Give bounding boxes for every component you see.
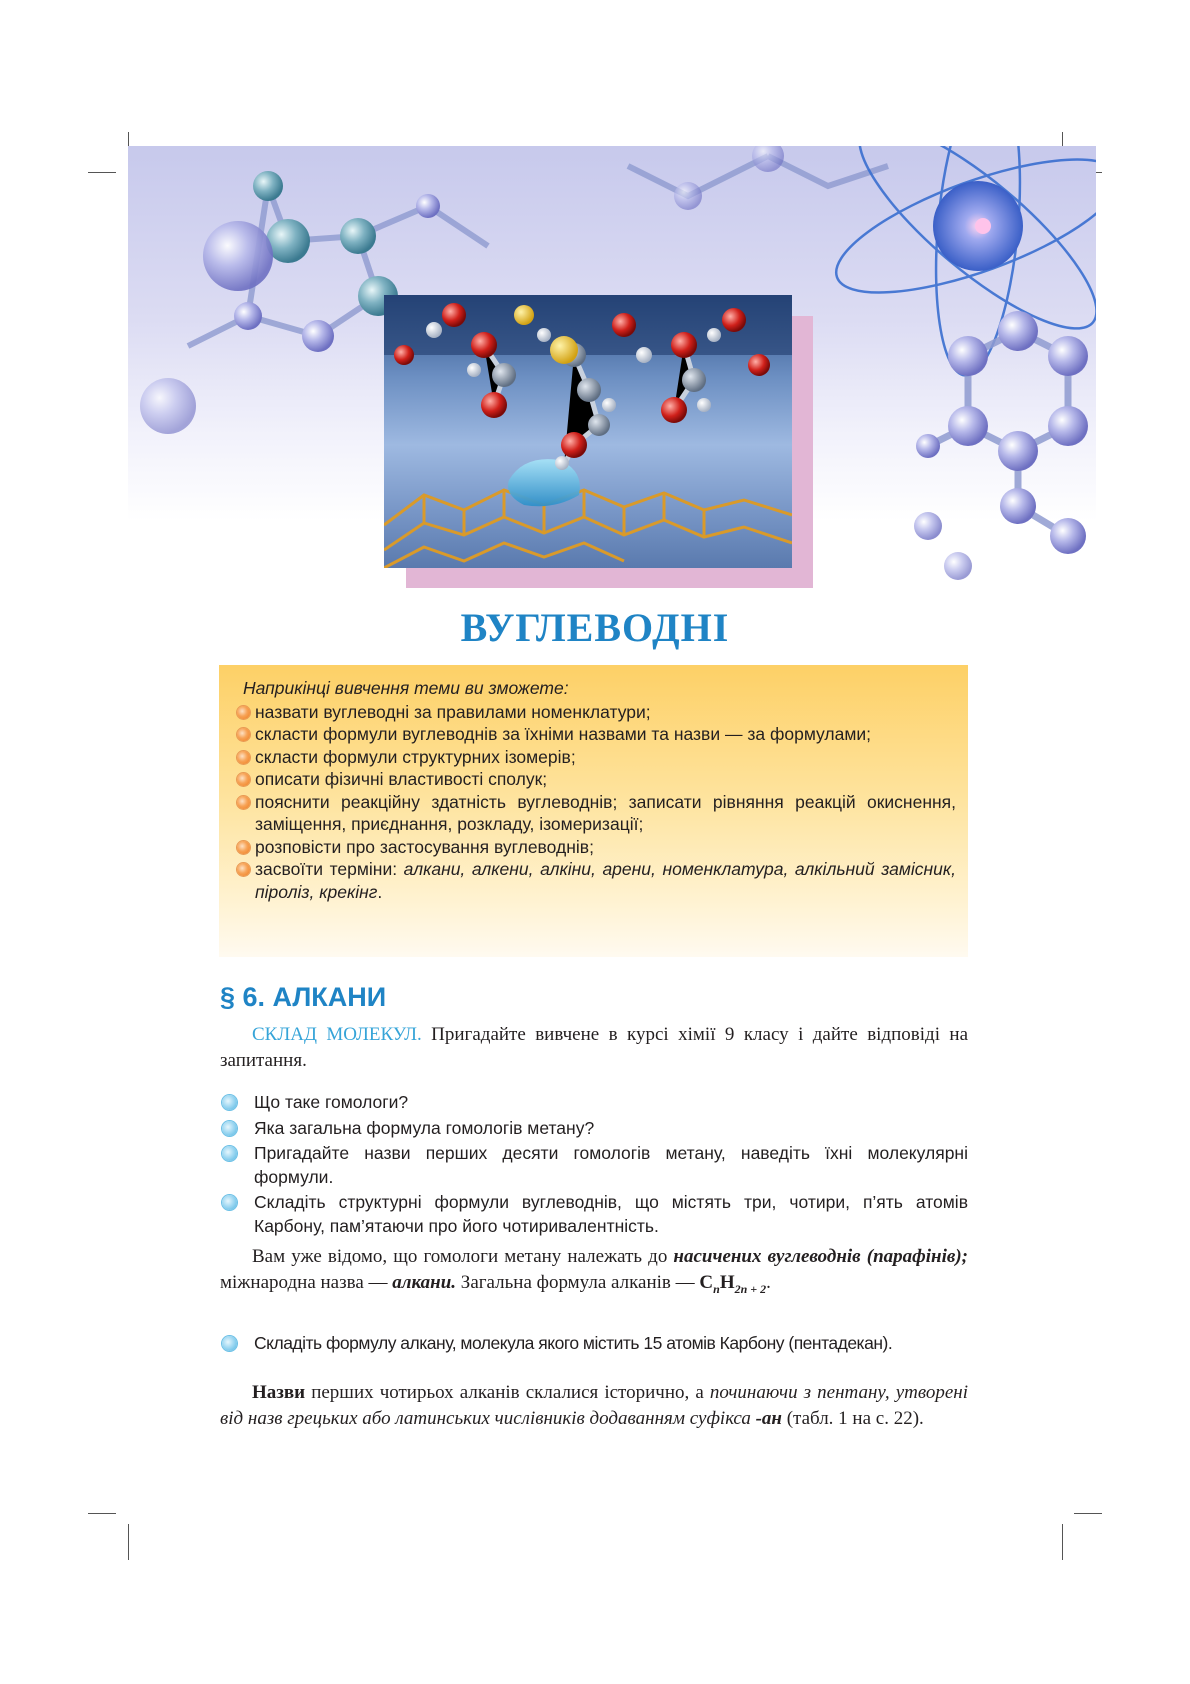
objective-item [231, 701, 956, 724]
question-text: Пригадайте назви перших десяти гомологів метану, наведіть їхні молекулярні формули. [254, 1143, 968, 1187]
orange-bullet-icon [237, 841, 250, 854]
objective-text: скласти формули структурних ізомерів; [255, 746, 576, 767]
objective-item [231, 746, 956, 769]
term-names: Назви [252, 1382, 306, 1403]
question-list [220, 1091, 968, 1240]
objective-item [231, 723, 956, 746]
question-item [220, 1091, 968, 1115]
question-text: Яка загальна формула гомологів метану? [254, 1117, 595, 1138]
objectives-intro: Наприкінці вивчення теми ви зможете: [243, 678, 569, 698]
blue-bullet-icon [222, 1195, 237, 1210]
molecular-photo [384, 295, 792, 568]
learning-objectives-box [219, 665, 968, 957]
crop-mark [1062, 1524, 1063, 1560]
question-item [220, 1332, 968, 1356]
objective-text: описати фізичні властивості сполук; [255, 769, 548, 789]
term-saturated-hydrocarbons: насичених вуглеводнів (парафінів); [673, 1246, 968, 1267]
orange-bullet-icon [237, 796, 250, 809]
objective-text-end: . [377, 881, 383, 902]
section-title: § 6. АЛКАНИ [220, 982, 387, 1012]
orange-bullet-icon [237, 863, 250, 876]
formula-n: n [713, 1281, 720, 1296]
objective-item [231, 791, 956, 836]
paragraph-heading: СКЛАД МОЛЕКУЛ. [252, 1024, 422, 1045]
blue-bullet-icon [222, 1336, 237, 1351]
text-run: перших чотирьох алканів склалися історично, а [305, 1382, 710, 1403]
objective-text: скласти формули вуглеводнів за їхніми назвами та назви — за формулами; [255, 724, 872, 744]
blue-bullet-icon [222, 1121, 237, 1136]
orange-bullet-icon [237, 728, 250, 741]
question-item [220, 1117, 968, 1141]
objective-item [231, 836, 956, 859]
question-item [220, 1142, 968, 1189]
orange-bullet-icon [237, 773, 250, 786]
formula-subscript: 2n + 2 [734, 1281, 767, 1296]
objective-item [231, 768, 956, 791]
text-run: . [766, 1272, 771, 1293]
question-text: Що таке гомологи? [254, 1092, 409, 1112]
paragraph-names [220, 1380, 968, 1432]
objective-text: назвати вуглеводні за правилами номенклатури; [255, 701, 651, 722]
text-run: Загальна формула алканів — [456, 1272, 700, 1293]
crop-mark [1074, 1513, 1102, 1514]
paragraph-alkanes-definition [220, 1244, 968, 1302]
general-formula [699, 1272, 767, 1296]
question-text: Складіть структурні формули вуглеводнів, що містять три, чотири, п’ять атомів Карбону, пам’ятаючи про його чотиривалентність. [254, 1192, 968, 1236]
paragraph-composition [220, 1022, 968, 1074]
formula-c: C [699, 1272, 714, 1293]
italic-text: починаючи з пентану, утворені від назв грецьких або латинських числівників додаванням суфікса [220, 1382, 968, 1429]
orange-bullet-icon [237, 751, 250, 764]
objective-text: розповісти про застосування вуглеводнів; [255, 836, 594, 857]
orange-bullet-icon [237, 706, 250, 719]
molecule-photo-illustration [384, 295, 792, 568]
question-item [220, 1191, 968, 1238]
paragraph-text: Пригадайте вивчене в курсі хімії 9 класу і дайте відповіді на запитання. [220, 1024, 968, 1071]
suffix-term: -ан [755, 1408, 782, 1429]
text-run: (табл. 1 на с. 22). [781, 1408, 924, 1429]
question-text: Складіть формулу алкану, молекула якого містить 15 атомів Карбону (пентадекан). [254, 1333, 893, 1353]
crop-mark [88, 1513, 116, 1514]
objective-text: засвоїти терміни: [255, 859, 404, 879]
objective-terms: алкани, алкени, алкіни, арени, номенклатура, алкільний замісник, піроліз, крекінг [255, 859, 956, 902]
question-list-2 [220, 1332, 968, 1358]
text-run: Вам уже відомо, що гомологи метану належать до [252, 1246, 674, 1267]
text-run: міжнародна назва — [220, 1272, 393, 1293]
chapter-title: ВУГЛЕВОДНІ [460, 605, 730, 650]
crop-mark [128, 1524, 129, 1560]
term-alkanes: алкани. [392, 1272, 457, 1293]
blue-bullet-icon [222, 1095, 237, 1110]
objective-text: пояснити реакційну здатність вуглеводнів; записати рівняння реакцій окиснення, заміщення, приєднання, розкладу, ізомеризації; [255, 791, 956, 834]
crop-mark [88, 172, 116, 173]
formula-h: H [719, 1272, 735, 1293]
objective-item [231, 858, 956, 903]
blue-bullet-icon [222, 1146, 237, 1161]
